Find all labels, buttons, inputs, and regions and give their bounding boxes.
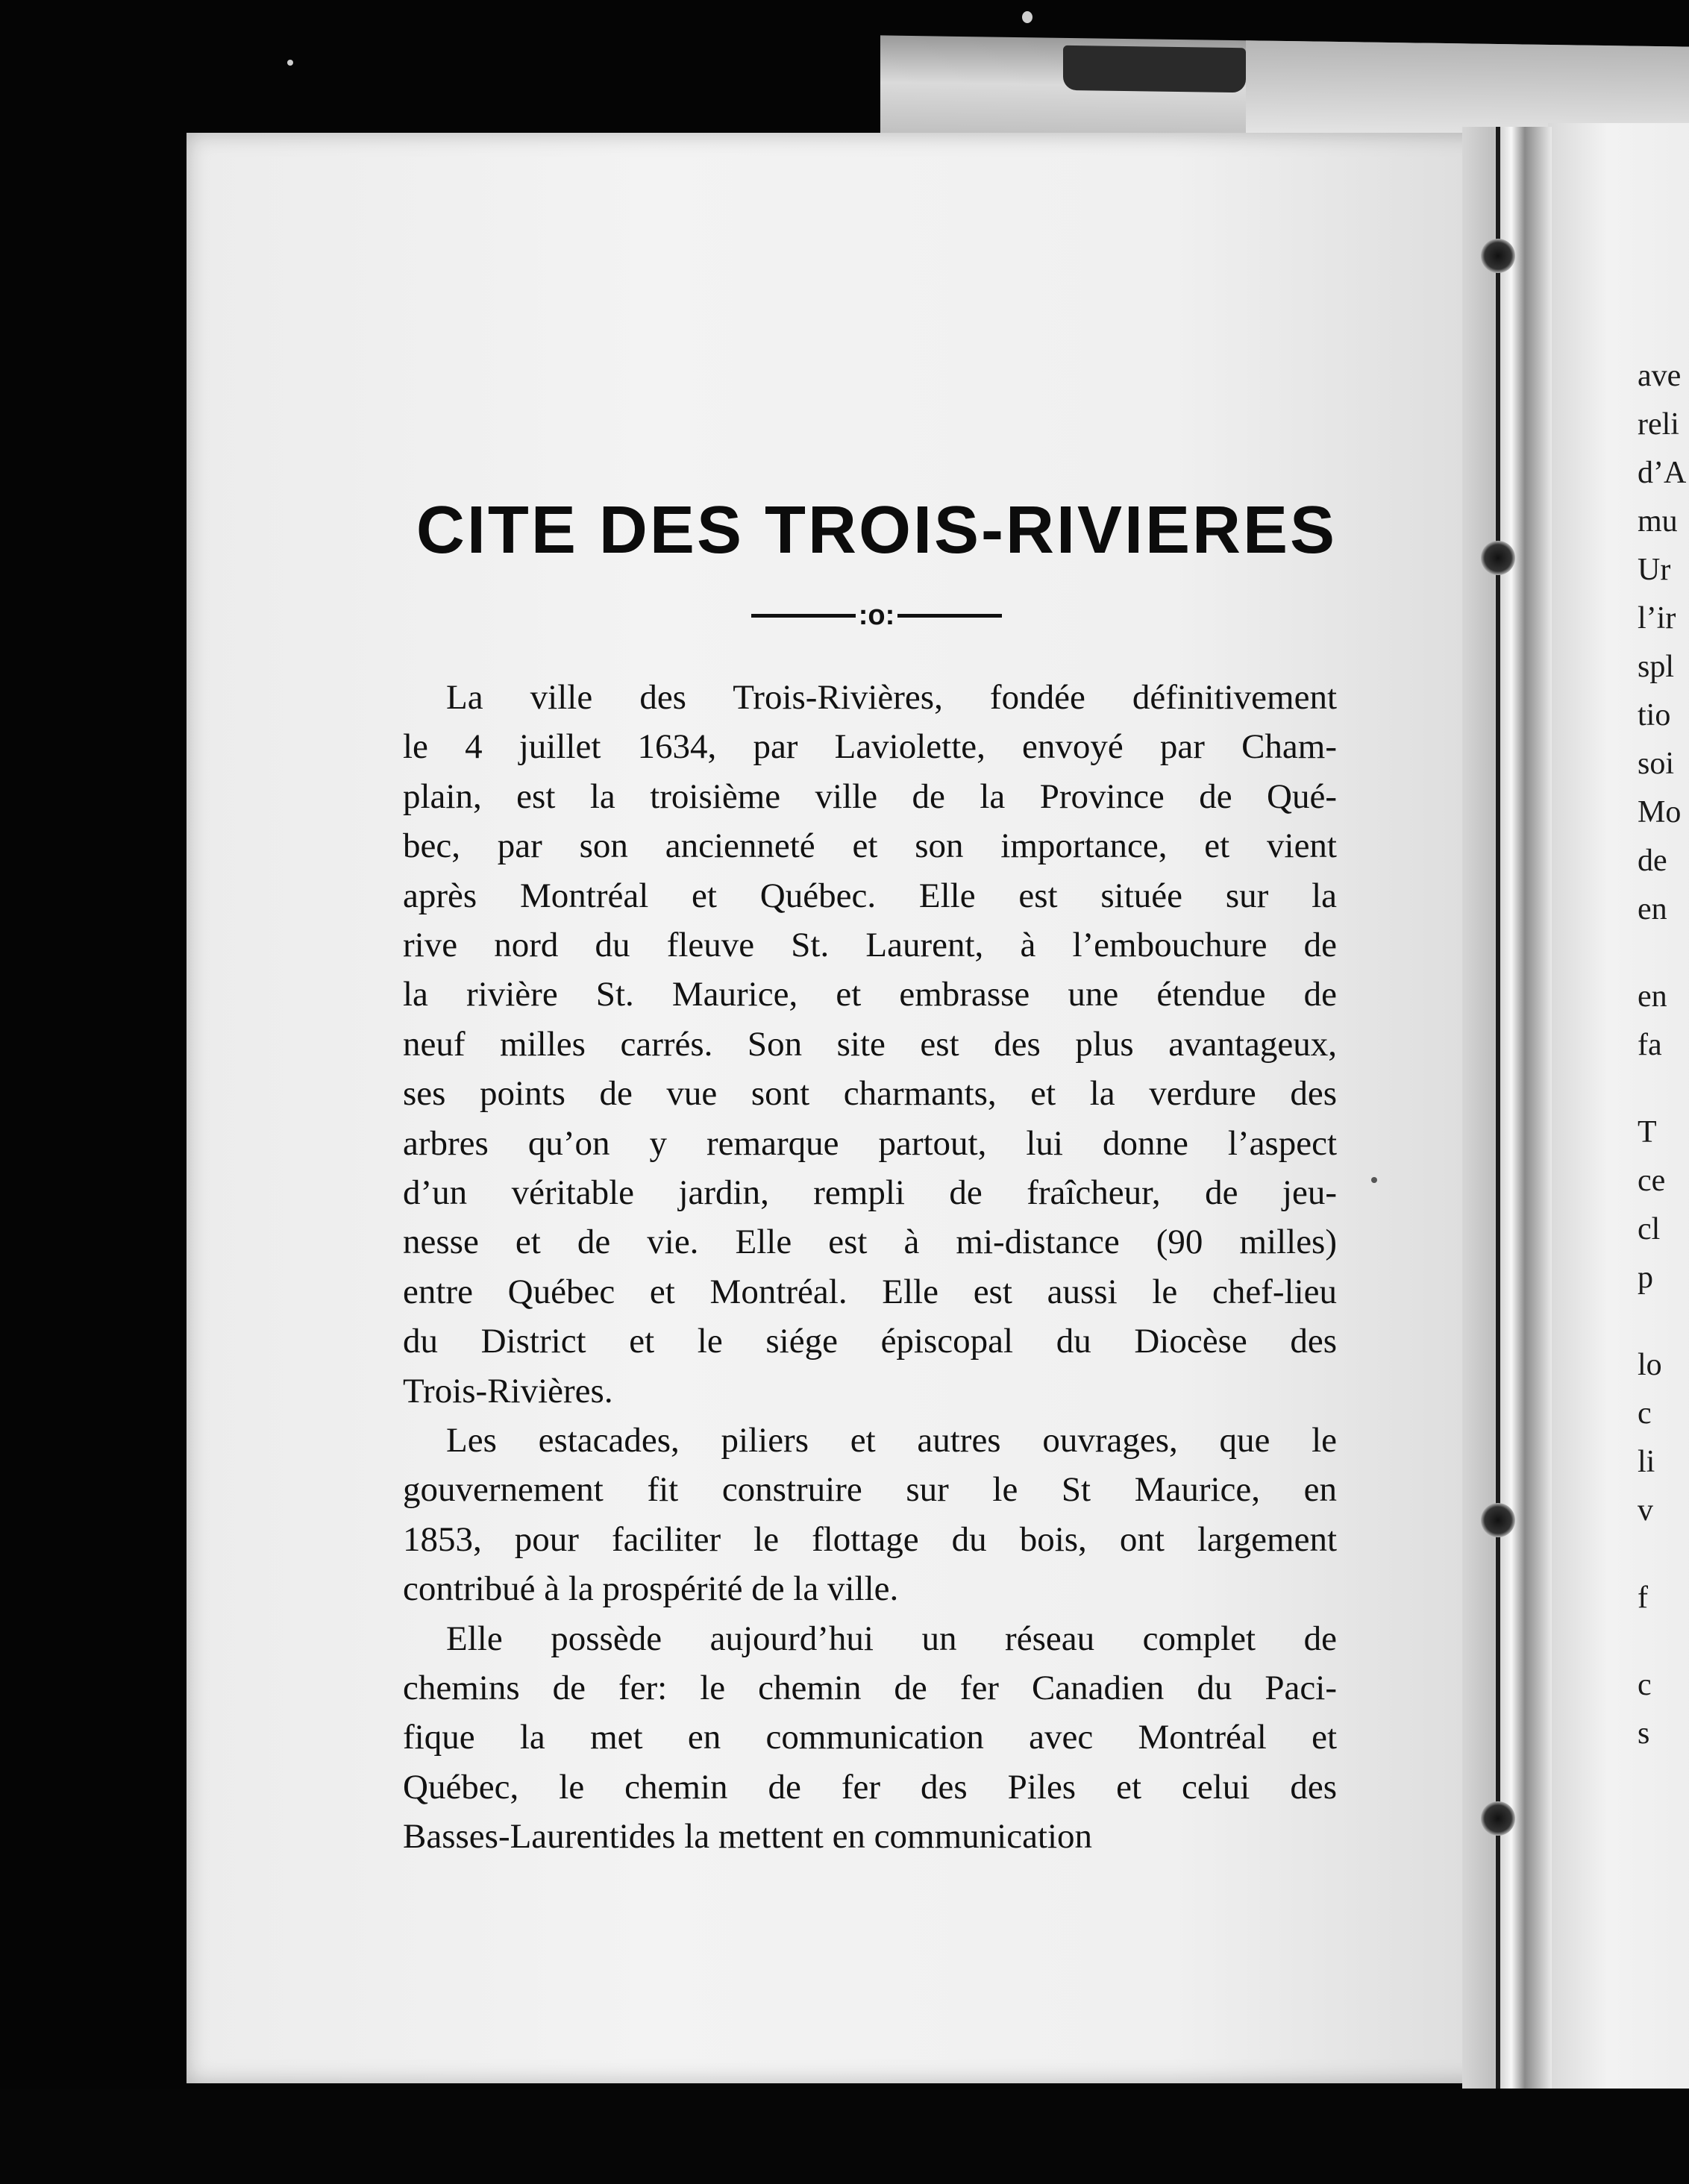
text-line: d’un véritable jardin, rempli de fraîcheur, de jeu-	[403, 1173, 1337, 1212]
facing-page-fragment: spl	[1638, 650, 1675, 684]
facing-page-fragment: lo	[1638, 1348, 1662, 1382]
text-line: Elle possède aujourd’hui un réseau complet de	[446, 1619, 1337, 1658]
stitch-hole	[1481, 1801, 1515, 1836]
facing-page-fragment: fa	[1638, 1028, 1662, 1062]
facing-page-fragment: p	[1638, 1261, 1653, 1295]
text-line: ses points de vue sont charmants, et la verdure des	[403, 1074, 1337, 1114]
text-line: Basses-Laurentides la mettent en communication	[403, 1817, 1093, 1857]
text-line: chemins de fer: le chemin de fer Canadien du Paci-	[403, 1669, 1337, 1707]
text-line: plain, est la troisième ville de la Province de Qué-	[403, 776, 1337, 816]
text-line: bec, par son ancienneté et son importance, et vient	[403, 826, 1337, 866]
facing-page-fragment: l’ir	[1638, 601, 1676, 636]
page-heading: CITE DES TROIS-RIVIERES	[416, 493, 1338, 568]
ornament-rule-right	[897, 614, 1002, 618]
facing-page-fragment: reli	[1638, 407, 1679, 442]
facing-page-fragment: c	[1638, 1396, 1652, 1431]
dust-speck	[1022, 11, 1032, 23]
text-line: neuf milles carrés. Son site est des plus avantageux,	[403, 1024, 1337, 1064]
dust-speck	[1371, 1177, 1377, 1183]
text-line: le 4 juillet 1634, par Laviolette, envoyé par Cham-	[403, 727, 1337, 767]
facing-page-fragment: s	[1638, 1716, 1650, 1751]
facing-page-fragment: ce	[1638, 1164, 1666, 1198]
facing-page-fragment: li	[1638, 1445, 1655, 1479]
stitch-hole	[1481, 239, 1515, 273]
facing-page-fragment: de	[1638, 844, 1667, 878]
text-line: Québec, le chemin de fer des Piles et celui des	[403, 1767, 1337, 1807]
ornament-rule-left	[751, 614, 856, 618]
text-line: gouvernement fit construire sur le St Maurice, en	[403, 1470, 1337, 1510]
facing-page-fragment: T	[1638, 1115, 1657, 1149]
facing-page-fragment: en	[1638, 979, 1667, 1014]
facing-page-fragment: ave	[1638, 359, 1682, 393]
facing-page-fragment: Mo	[1638, 795, 1682, 829]
text-line: nesse et de vie. Elle est à mi-distance (90 milles)	[403, 1223, 1337, 1262]
scan-bottom-margin	[0, 2089, 1689, 2184]
facing-page-fragment: Ur	[1638, 553, 1671, 587]
text-line: arbres qu’on y remarque partout, lui donne l’aspect	[403, 1123, 1337, 1163]
facing-page-fragment: f	[1638, 1581, 1648, 1615]
text-line: fique la met en communication avec Montréal et	[403, 1718, 1337, 1757]
text-line: Les estacades, piliers et autres ouvrages, que le	[446, 1421, 1337, 1460]
text-line: contribué à la prospérité de la ville.	[403, 1569, 899, 1609]
text-line: du District et le siége épiscopal du Diocèse des	[403, 1322, 1337, 1361]
facing-page-fragment: d’A	[1638, 456, 1687, 490]
facing-page-fragment: mu	[1638, 504, 1678, 539]
binding-line	[1496, 127, 1500, 2096]
text-line: après Montréal et Québec. Elle est située sur la	[403, 876, 1337, 915]
facing-page-fragment: en	[1638, 892, 1667, 926]
text-line: La ville des Trois-Rivières, fondée définitivement	[446, 678, 1337, 717]
text-line: la rivière St. Maurice, et embrasse une étendue de	[403, 975, 1337, 1014]
stitch-hole	[1481, 1503, 1515, 1537]
facing-page-fragment: tio	[1638, 698, 1671, 732]
dust-speck	[287, 60, 293, 66]
torn-notch	[1063, 46, 1246, 92]
stitch-hole	[1481, 541, 1515, 575]
text-line: Trois-Rivières.	[403, 1371, 613, 1410]
title-ornament	[742, 599, 1011, 632]
text-line: entre Québec et Montréal. Elle est aussi le chef-lieu	[403, 1272, 1337, 1311]
book-gutter	[1462, 127, 1552, 2096]
facing-page-fragment: c	[1638, 1668, 1652, 1702]
text-line: 1853, pour faciliter le flottage du bois, ont largement	[403, 1519, 1337, 1559]
ornament-mark: :o:	[858, 600, 895, 632]
facing-page-fragment: v	[1638, 1493, 1653, 1528]
facing-page-fragment: cl	[1638, 1212, 1661, 1246]
facing-page-fragment: soi	[1638, 747, 1675, 781]
text-line: rive nord du fleuve St. Laurent, à l’embouchure de	[403, 926, 1337, 964]
